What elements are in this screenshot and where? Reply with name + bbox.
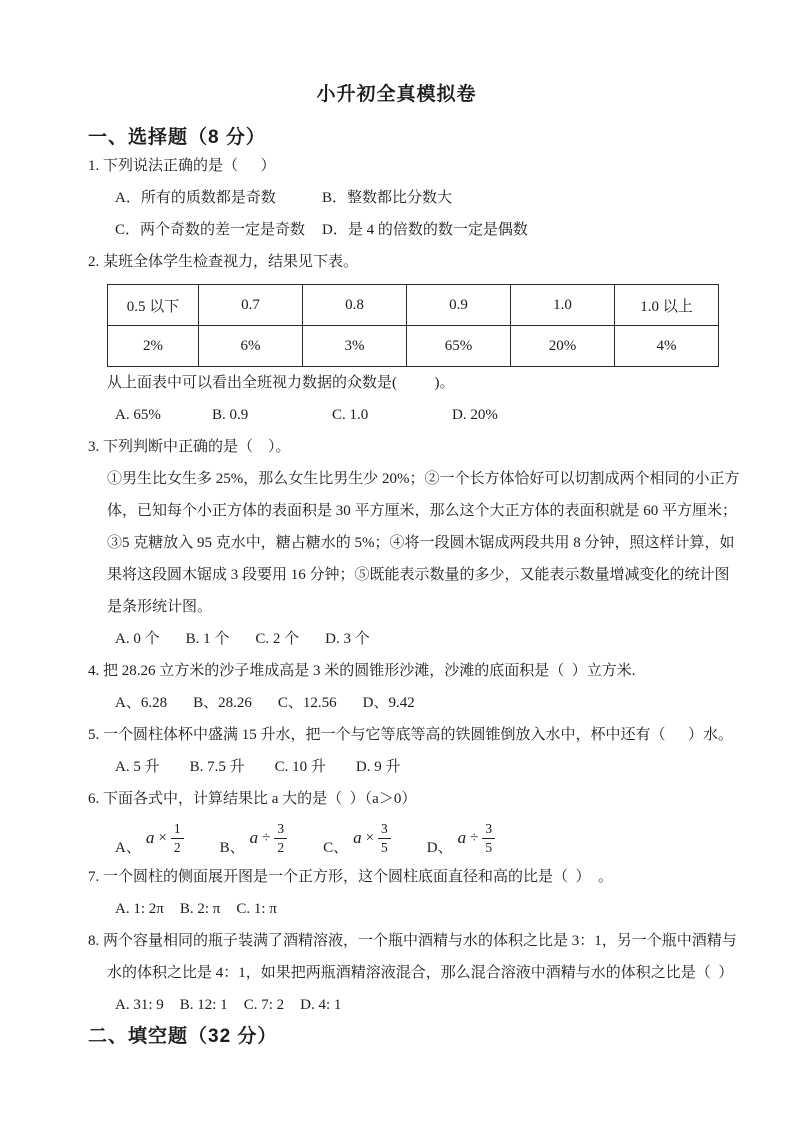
vision-table-header-row — [108, 285, 719, 326]
fraction-numerator: 3 — [378, 821, 391, 839]
divide-operator: ÷ — [470, 829, 479, 846]
math-variable: a — [457, 828, 467, 847]
vision-header-cell: 0.9 — [407, 285, 511, 326]
vision-header-cell: 0.8 — [303, 285, 407, 326]
math-variable: a — [145, 828, 155, 847]
multiply-operator: × — [365, 829, 375, 846]
q8-option-b: B. 12: 1 — [179, 997, 228, 1013]
q1-option-b: B．整数都比分数大 — [322, 190, 453, 206]
q4-option-a: A、6.28 — [115, 695, 168, 711]
question-8-text-line2: 水的体积之比是 4：1，如果把两瓶酒精溶液混合，那么混合溶液中酒精与水的体积之比是（ ） — [107, 965, 734, 981]
question-1-options-row1 — [115, 182, 753, 214]
exam-content — [88, 126, 753, 1049]
question-7-options — [115, 893, 753, 925]
divide-operator: ÷ — [262, 829, 271, 846]
q3-body-line: 果将这段圆木锯成 3 段要用 16 分钟；⑤既能表示数量的多少，又能表示数量增减变化的统计图 — [107, 567, 730, 583]
question-8-text-line1: 8. 两个容量相同的瓶子装满了酒精溶液，一个瓶中酒精与水的体积之比是 3：1，另一个瓶中酒精与 — [88, 933, 737, 949]
q6-option-b — [220, 821, 288, 855]
q7-option-b: B. 2: π — [179, 901, 221, 917]
q3-option-d: D. 3 个 — [325, 631, 370, 647]
q3-option-c: C. 2 个 — [255, 631, 300, 647]
q6-option-c — [323, 821, 391, 855]
q8-option-a: A. 31: 9 — [115, 997, 164, 1013]
q6-option-d — [427, 821, 495, 855]
math-variable: a — [249, 828, 259, 847]
vision-header-cell: 0.5 以下 — [108, 285, 199, 326]
q3-body-line: ①男生比女生多 25%，那么女生比男生少 20%；②一个长方体恰好可以切割成两个相同的小正方 — [107, 471, 740, 487]
fraction-numerator: 1 — [171, 821, 184, 839]
question-2-options — [115, 399, 753, 431]
q5-option-b: B. 7.5 升 — [189, 759, 245, 775]
question-7-text: 7. 一个圆柱的侧面展开图是一个正方形，这个圆柱底面直径和高的比是（ ） 。 — [88, 869, 614, 885]
question-2-followup: 从上面表中可以看出全班视力数据的众数是( )。 — [107, 375, 455, 391]
question-1-options-row2 — [115, 214, 753, 246]
fraction — [482, 821, 495, 855]
q6-option-a — [115, 821, 184, 855]
question-5-options — [115, 751, 753, 783]
question-3-options — [115, 623, 753, 655]
vision-value-cell: 4% — [615, 326, 719, 367]
q1-option-d: D．是 4 的倍数的数一定是偶数 — [322, 222, 528, 238]
q6-option-d-label: D、 — [426, 839, 453, 856]
q2-option-b: B. 0.9 — [212, 407, 249, 423]
q1-option-c: C．两个奇数的差一定是奇数 — [115, 222, 306, 238]
q3-option-a: A. 0 个 — [115, 631, 160, 647]
fraction — [274, 821, 287, 855]
fraction-denominator: 5 — [381, 839, 388, 855]
question-6-options — [115, 815, 753, 861]
q3-option-b: B. 1 个 — [185, 631, 230, 647]
question-6-text: 6. 下面各式中，计算结果比 a 大的是（ ）（a＞0） — [88, 791, 417, 807]
vision-value-cell: 65% — [407, 326, 511, 367]
fraction-numerator: 3 — [482, 821, 495, 839]
fraction — [171, 821, 184, 855]
fraction-denominator: 2 — [173, 839, 181, 855]
q8-option-c: C. 7: 2 — [243, 997, 285, 1013]
fraction-denominator: 5 — [485, 839, 493, 855]
question-3-text: 3. 下列判断中正确的是（ ）。 — [88, 439, 291, 455]
q2-option-c: C. 1.0 — [332, 407, 369, 423]
fraction-numerator: 3 — [274, 821, 287, 839]
q5-option-d: D. 9 升 — [355, 759, 401, 775]
q7-option-a: A. 1: 2π — [115, 901, 164, 917]
q1-option-a: A．所有的质数都是奇数 — [115, 190, 276, 206]
question-1-text: 1. 下列说法正确的是（ ） — [88, 158, 276, 174]
q7-option-c: C. 1: π — [236, 901, 277, 917]
vision-header-cell: 1.0 — [511, 285, 615, 326]
q2-option-a: A. 65% — [115, 407, 161, 423]
q8-option-d: D. 4: 1 — [300, 997, 342, 1013]
multiply-operator: × — [158, 829, 167, 846]
q3-body-line: ③5 克糖放入 95 克水中，糖占糖水的 5%；④将一段圆木锯成两段共用 8 分钟，照这样计算，如 — [107, 535, 735, 551]
q3-body-line: 体，已知每个小正方体的表面积是 30 平方厘米，那么这个大正方体的表面积就是 60 平方厘米； — [107, 503, 738, 519]
page-title: 小升初全真模拟卷 — [316, 84, 477, 105]
q6-option-c-label: C、 — [323, 839, 349, 856]
section-heading-choice: 一、选择题（8 分） — [88, 127, 266, 148]
question-4-text: 4. 把 28.26 立方米的沙子堆成高是 3 米的圆锥形沙滩，沙滩的底面积是（ ）立方米. — [88, 663, 636, 679]
fraction-denominator: 2 — [277, 839, 285, 855]
vision-header-cell: 1.0 以上 — [615, 285, 719, 326]
question-4-options — [115, 687, 753, 719]
q3-body-line: 是条形统计图。 — [107, 599, 213, 615]
vision-header-cell: 0.7 — [199, 285, 303, 326]
q6-option-b-label: B、 — [219, 839, 245, 856]
q5-option-c: C. 10 升 — [274, 759, 326, 775]
q6-option-a-label: A、 — [115, 839, 141, 856]
vision-value-cell: 2% — [108, 326, 199, 367]
q4-option-c: C、12.56 — [277, 695, 337, 711]
q4-option-b: B、28.26 — [193, 695, 252, 711]
vision-table-value-row — [108, 326, 719, 367]
q2-option-d: D. 20% — [452, 407, 498, 423]
question-8-options — [115, 989, 753, 1021]
math-variable: a — [353, 828, 362, 847]
section-heading-fill-blank: 二、填空题（32 分） — [88, 1026, 278, 1047]
q4-option-d: D、9.42 — [362, 695, 415, 711]
fraction — [378, 821, 391, 855]
vision-value-cell: 3% — [303, 326, 407, 367]
vision-value-cell: 20% — [511, 326, 615, 367]
q5-option-a: A. 5 升 — [115, 759, 160, 775]
vision-value-cell: 6% — [199, 326, 303, 367]
question-5-text: 5. 一个圆柱体杯中盛满 15 升水，把一个与它等底等高的铁圆锥倒放入水中，杯中还有（ ）水。 — [88, 727, 734, 743]
vision-table — [107, 284, 719, 367]
question-2-text: 2. 某班全体学生检查视力，结果见下表。 — [88, 254, 359, 270]
